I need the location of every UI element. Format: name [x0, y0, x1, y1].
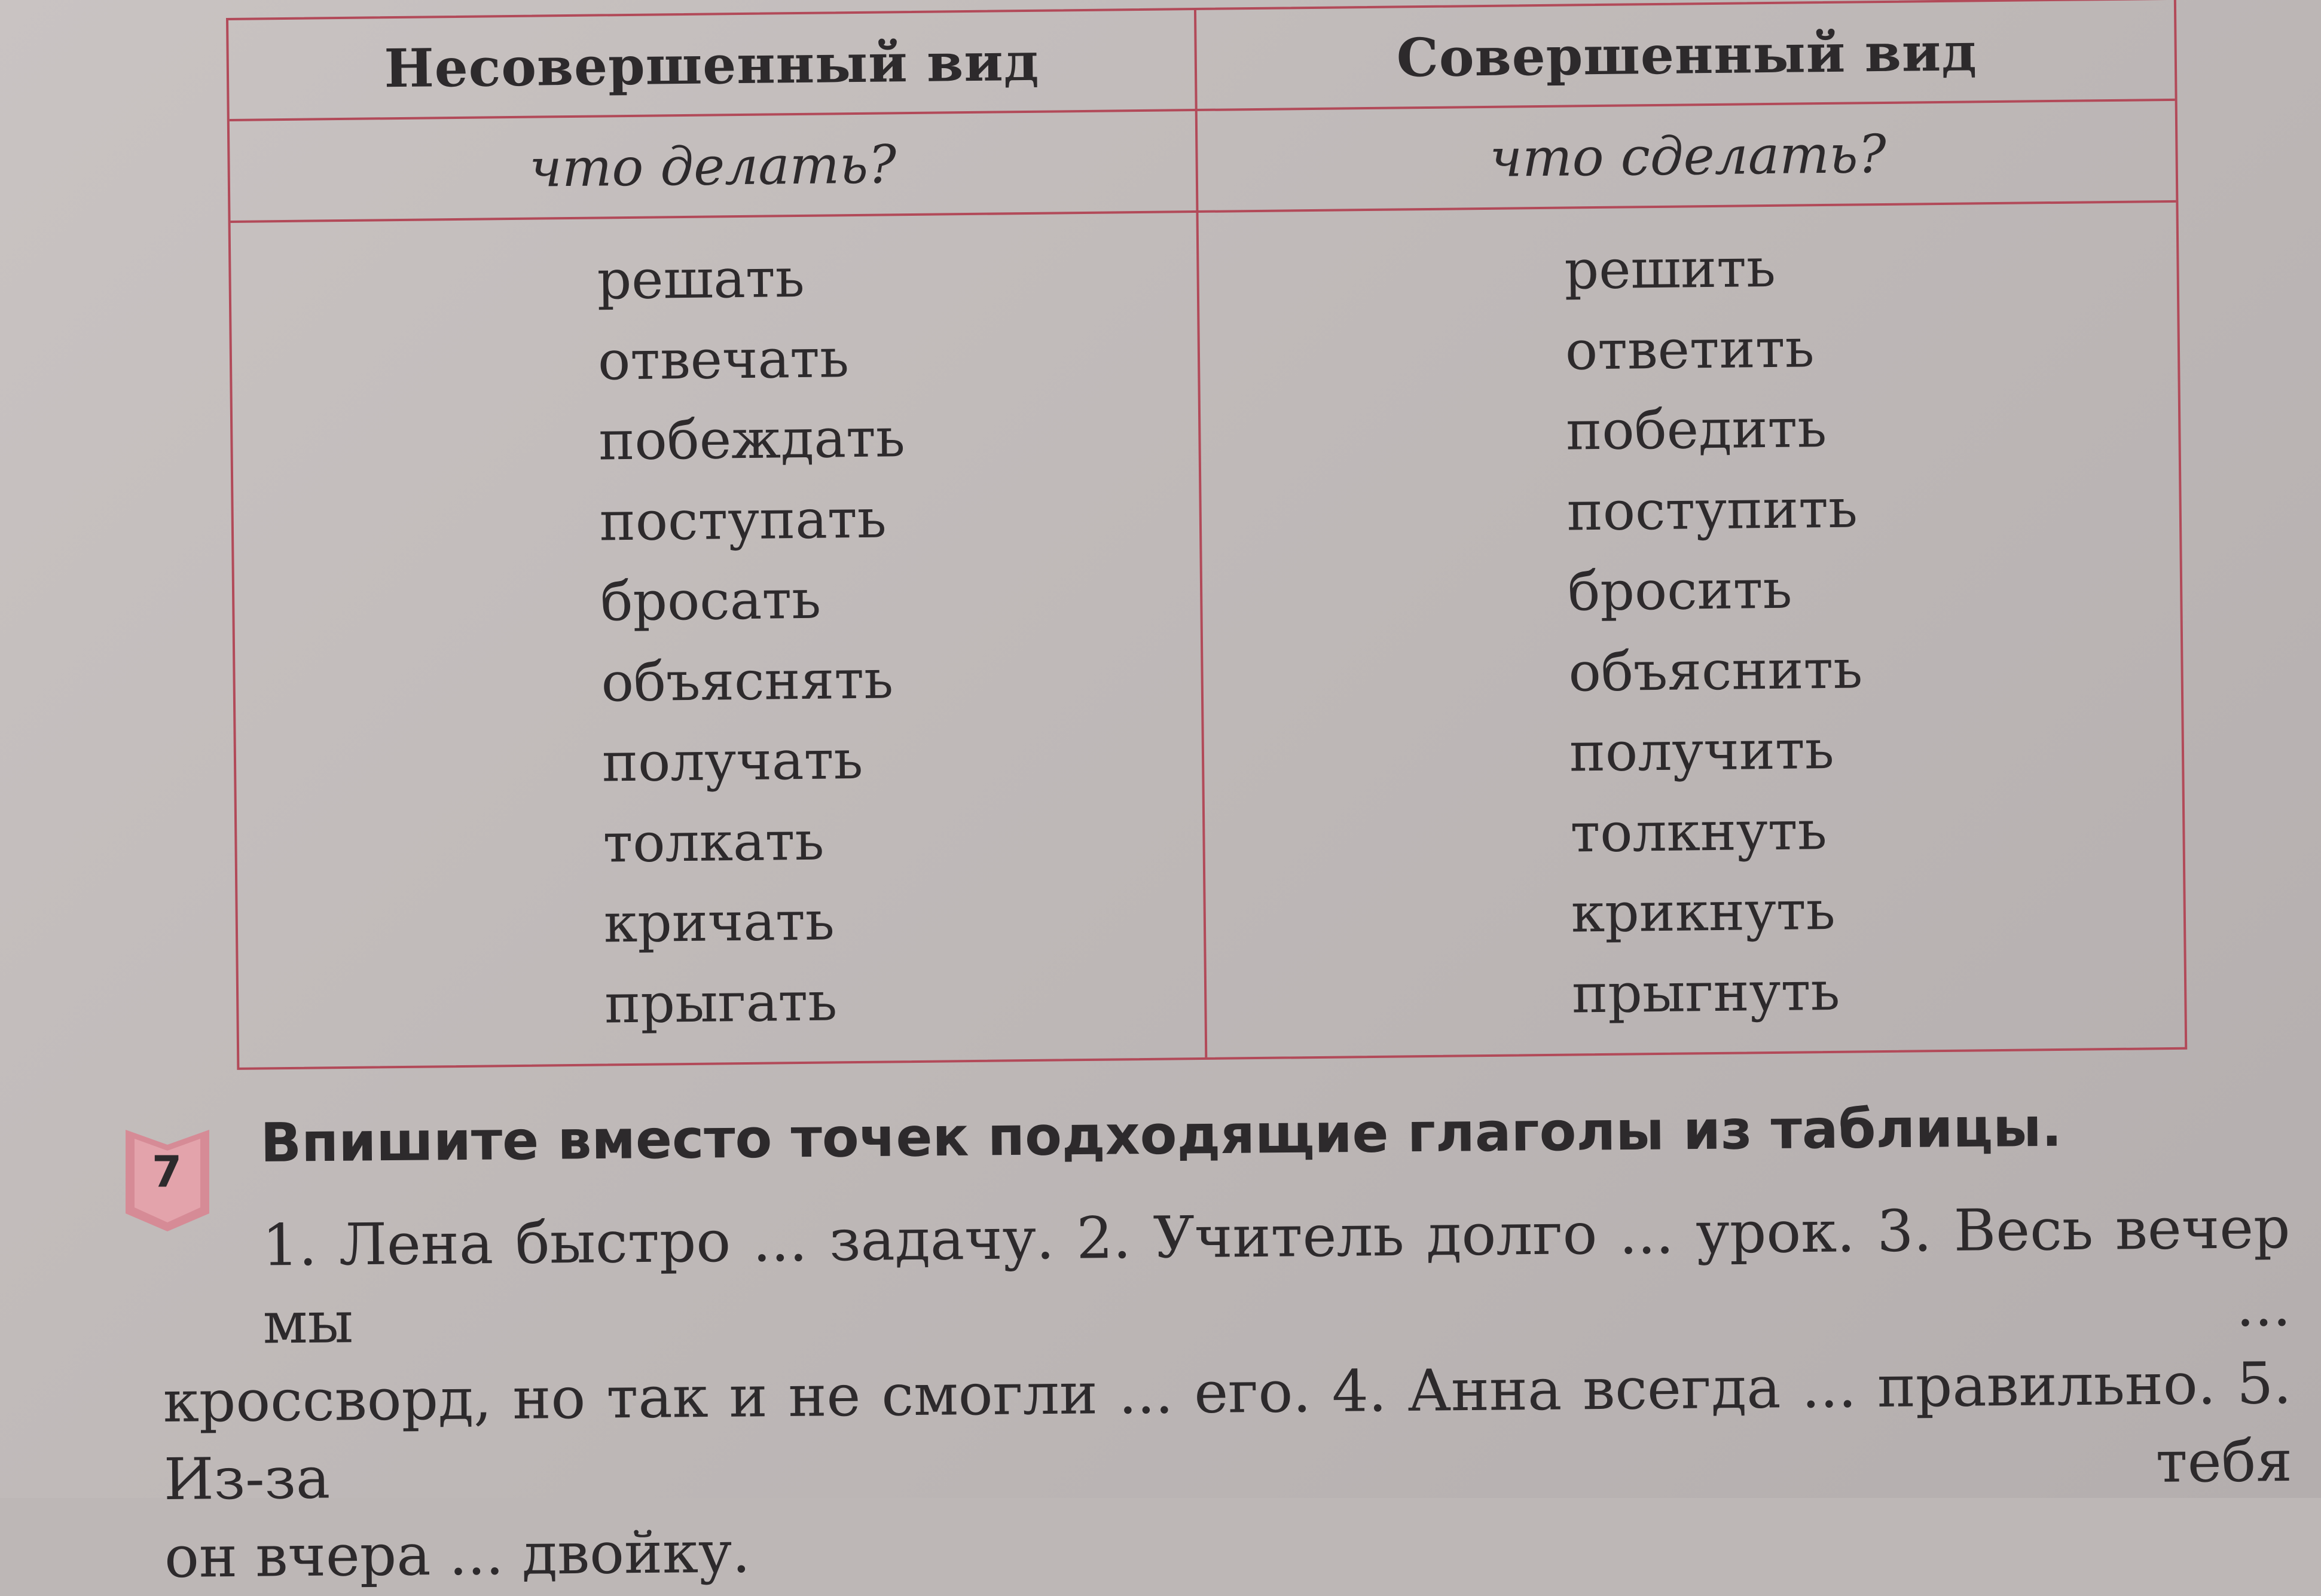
verb-item: объяснить	[1568, 637, 1863, 704]
perfective-verb-list	[1564, 227, 1867, 1034]
verb-item: ответить	[1565, 316, 1815, 383]
exercise-text	[161, 1189, 2293, 1596]
verb-item: объяснять	[601, 647, 894, 714]
verb-item: бросить	[1567, 558, 1792, 623]
verb-item: толкнуть	[1569, 799, 1828, 865]
header-imperfective: Несовершенный вид	[384, 30, 1040, 99]
verb-item: прыгнуть	[1571, 959, 1840, 1026]
verb-item: поступить	[1566, 476, 1858, 543]
verb-item: кричать	[603, 889, 835, 955]
verb-item: получать	[601, 728, 863, 794]
verb-item: поступать	[599, 487, 887, 553]
question-perfective: что сделать?	[1489, 123, 1887, 189]
verb-item: крикнуть	[1571, 879, 1836, 945]
exercise-line: он вчера ... двойку.	[164, 1518, 751, 1591]
exercise-line: 1. Лена быстро ... задачу. 2. Учитель долго ... урок. 3. Весь вечер мы ...	[262, 1194, 2292, 1357]
question-imperfective: что делать?	[529, 133, 897, 199]
verb-item: победить	[1565, 397, 1827, 463]
verb-aspect-table	[226, 0, 2187, 1070]
header-perfective: Совершенный вид	[1396, 20, 1978, 88]
imperfective-verb-list	[597, 237, 911, 1044]
verb-item: побеждать	[598, 406, 906, 473]
verb-item: отвечать	[597, 326, 850, 393]
exercise-title: Впишите вместо точек подходящие глаголы из таблицы.	[260, 1096, 2063, 1175]
exercise-number: 7	[152, 1146, 182, 1197]
verb-item: бросать	[600, 568, 821, 634]
verb-item: прыгать	[604, 970, 838, 1035]
verb-item: решать	[597, 246, 805, 312]
verb-item: решить	[1563, 236, 1776, 302]
exercise-line: кроссворд, но так и не смогли ... его. 4. Анна всегда ... правильно. 5. Из-за тебя	[163, 1349, 2293, 1513]
verb-item: толкать	[602, 809, 824, 875]
verb-item: получить	[1569, 718, 1835, 784]
